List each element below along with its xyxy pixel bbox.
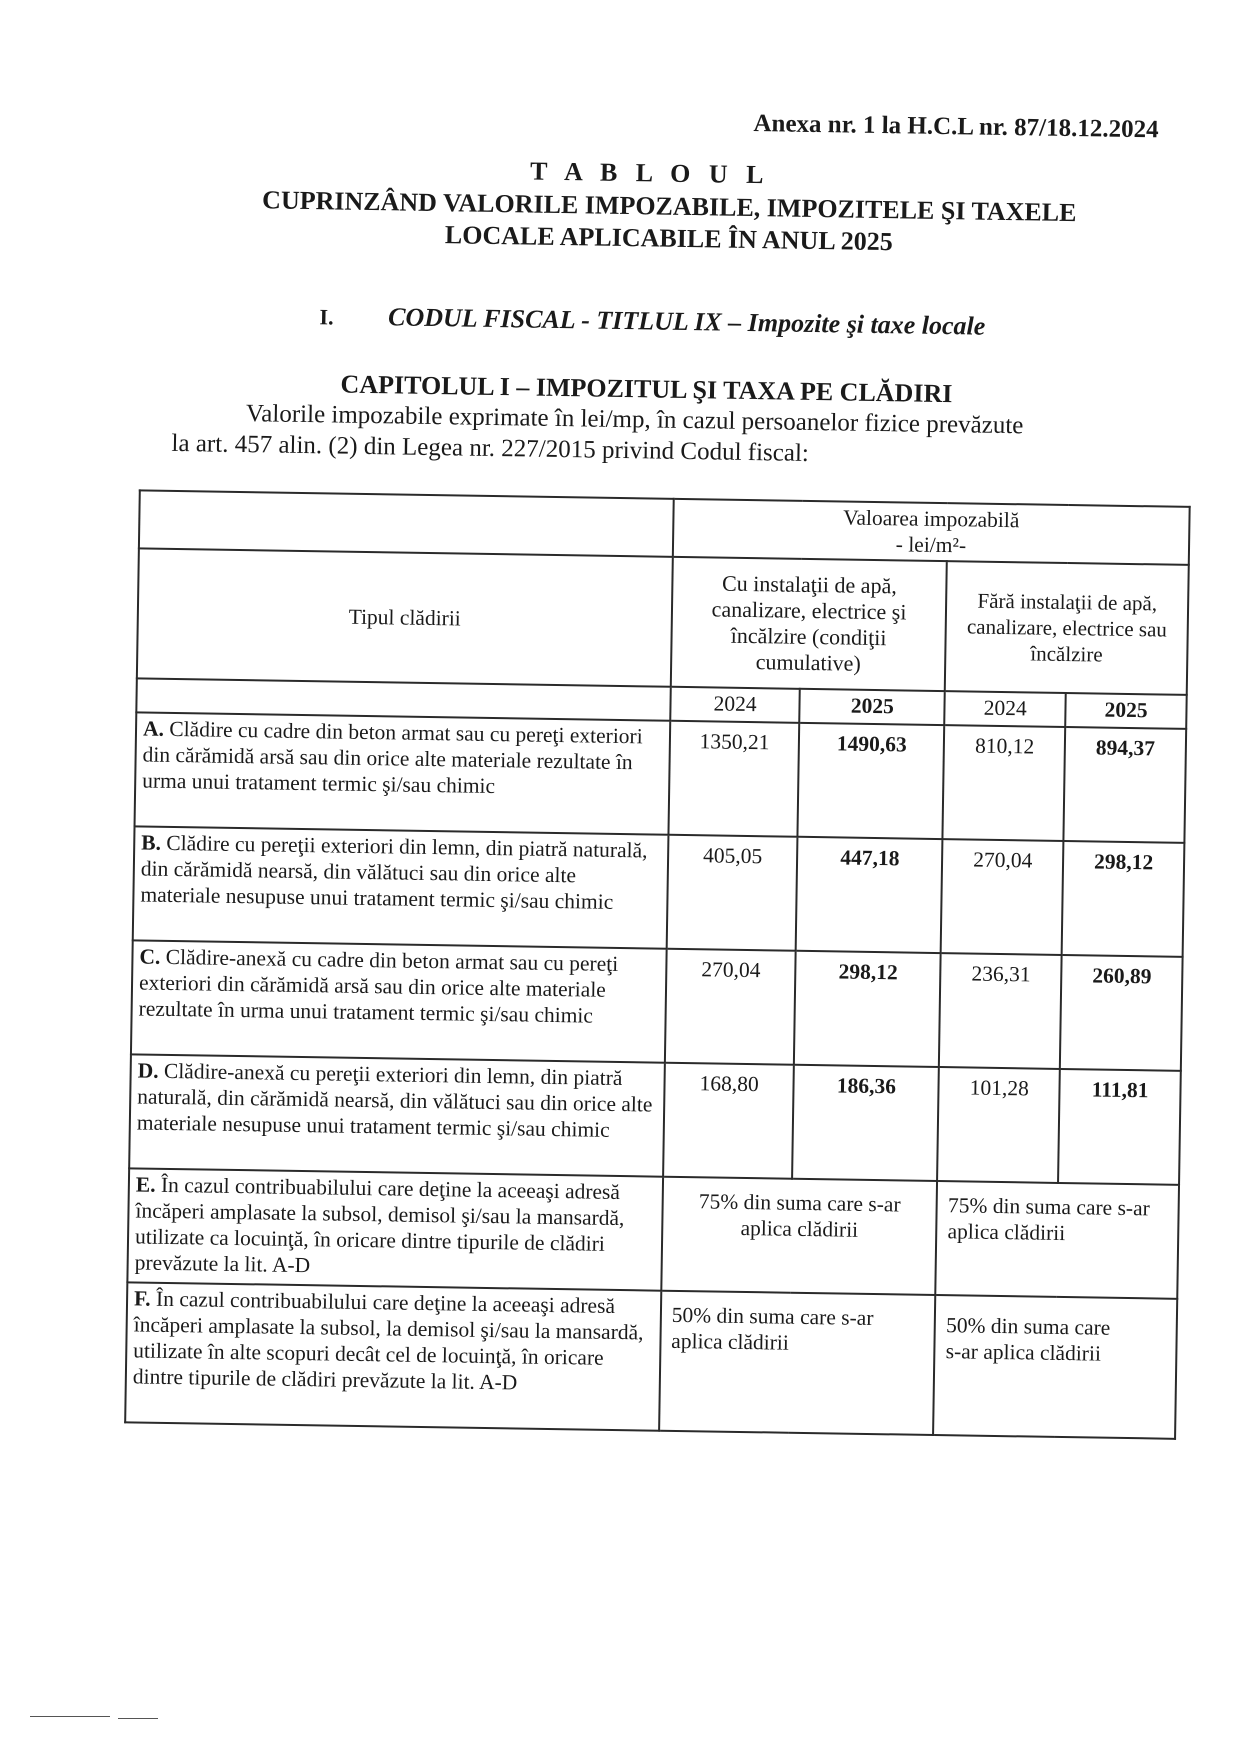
row-a-letter: A. (142, 716, 165, 741)
row-c-text: Clădire-anexă cu cadre din beton armat sau cu pereţi exteriori din cărămidă arsă sau din orice alte materiale rezultate în urma unui tratament termic şi/sau chimic (138, 944, 619, 1028)
row-a-with-2024: 1350,21 (668, 721, 799, 837)
row-d-description (129, 1054, 665, 1176)
table-row (127, 1168, 1179, 1298)
building-tax-table (124, 489, 1191, 1439)
intro-line-2: la art. 457 alin. (2) din Legea nr. 227/2015 privind Codul fiscal: (171, 429, 810, 467)
row-f-text: În cazul contribuabilului care deţine la aceeaşi adresă încăperi amplasate la subsol, la demisol şi/sau la mansardă, utilizate în alte scopuri decât cel de locuinţă, în oricare dintre tipurile de clădiri prevăzute la lit. A-D (132, 1286, 644, 1395)
document-subtitle (129, 182, 1130, 262)
row-c-without-2024: 236,31 (939, 953, 1062, 1069)
section-title: CODUL FISCAL - TITLUL IX – Impozite şi taxe locale (387, 302, 986, 341)
row-c-description (131, 940, 667, 1062)
row-f-description (125, 1282, 661, 1430)
row-e-letter: E. (135, 1172, 156, 1197)
document-title: T A B L O U L (529, 156, 770, 190)
row-b-without-2025: 298,12 (1062, 841, 1185, 957)
section-heading (319, 301, 985, 341)
row-a-with-2025: 1490,63 (798, 723, 945, 839)
row-a-text: Clădire cu cadre din beton armat sau cu pereţi exteriori din cărămidă arsă sau din orice alte materiale rezultate în urma unui tratament termic şi/sau chimic (142, 716, 643, 799)
table-header-row-columns (137, 548, 1189, 694)
year-2024-with: 2024 (670, 687, 800, 723)
table-row (133, 826, 1185, 956)
table-row (129, 1054, 1181, 1184)
header-without-installations: Fără instalaţii de apă, canalizare, electrice sau încălzire (945, 561, 1189, 695)
row-e-description (127, 1168, 663, 1290)
row-d-with-2024: 168,80 (663, 1063, 794, 1179)
row-c-with-2025: 298,12 (794, 951, 941, 1067)
row-d-text: Clădire-anexă cu pereţii exteriori din lemn, din piatră naturală, din cărămidă nearsă, din vălătuci sau din orice alte materiale nesupuse unui tratament termic şi/sau chimic (136, 1058, 653, 1142)
row-b-with-2025: 447,18 (796, 837, 943, 953)
row-c-letter: C. (139, 944, 161, 969)
row-f-letter: F. (133, 1286, 151, 1311)
row-d-with-2025: 186,36 (792, 1065, 939, 1181)
row-a-without-2025: 894,37 (1064, 727, 1187, 843)
row-f-without: 50% din suma care s-ar aplica clădirii (933, 1295, 1177, 1439)
row-c-without-2025: 260,89 (1060, 955, 1183, 1071)
row-b-without-2024: 270,04 (941, 839, 1064, 955)
table-row (131, 940, 1183, 1070)
row-d-letter: D. (137, 1058, 159, 1083)
row-d-without-2025: 111,81 (1058, 1069, 1181, 1185)
subtitle-line-1: CUPRINZÂND VALORILE IMPOZABILE, IMPOZITELE ŞI TAXELE (261, 185, 1077, 228)
row-b-with-2024: 405,05 (666, 835, 797, 951)
table-row (135, 712, 1187, 842)
chapter-title: CAPITOLUL I – IMPOZITUL ŞI TAXA PE CLĂDIRI (340, 369, 953, 409)
row-a-description (135, 712, 671, 834)
row-a-without-2024: 810,12 (943, 725, 1066, 841)
subtitle-line-2: LOCALE APLICABILE ÎN ANUL 2025 (444, 220, 893, 257)
header-taxable-value (673, 499, 1190, 565)
year-2025-with: 2025 (800, 689, 945, 725)
header-taxable-value-unit: - lei/m²- (895, 532, 967, 558)
year-2024-without: 2024 (945, 691, 1066, 727)
footer-divider-short (118, 1718, 158, 1719)
row-e-with: 75% din suma care s-ar aplica clădirii (661, 1177, 937, 1295)
row-b-letter: B. (141, 830, 162, 855)
intro-line-1: Valorile impozabile exprimate în lei/mp, în cazul persoanelor fizice prevăzute (245, 400, 1024, 440)
section-number: I. (319, 304, 334, 330)
row-c-with-2024: 270,04 (665, 949, 796, 1065)
footer-divider (30, 1716, 110, 1717)
row-e-text: În cazul contribuabilului care deţine la aceeaşi adresă încăperi amplasate la subsol, demisol şi/sau la mansardă, utilizate ca locuinţă, în oricare dintre tipurile de clădiri prevăzute la lit. A-D (134, 1172, 625, 1278)
header-with-installations: Cu instalaţii de apă, canalizare, electrice şi încălzire (condiţii cumulative) (671, 557, 948, 691)
row-b-description (133, 826, 669, 948)
year-2025-without: 2025 (1065, 693, 1186, 729)
header-taxable-value-label: Valoarea impozabilă (843, 505, 1020, 533)
row-f-with: 50% din suma care s-ar aplica clădirii (659, 1291, 936, 1435)
table-row (125, 1282, 1177, 1438)
title-block (9, 148, 1240, 263)
annex-reference: Anexa nr. 1 la H.C.L nr. 87/18.12.2024 (753, 110, 1159, 144)
header-empty-cell (139, 490, 674, 556)
header-building-type: Tipul clădirii (137, 548, 673, 686)
row-e-without: 75% din suma care s-ar aplica clădirii (936, 1181, 1179, 1299)
row-b-text: Clădire cu pereţii exteriori din lemn, din piatră naturală, din cărămidă nearsă, din vălătuci sau din orice alte materiale nesupuse unui tratament termic şi/sau chimic (140, 830, 648, 914)
row-d-without-2024: 101,28 (937, 1067, 1060, 1183)
